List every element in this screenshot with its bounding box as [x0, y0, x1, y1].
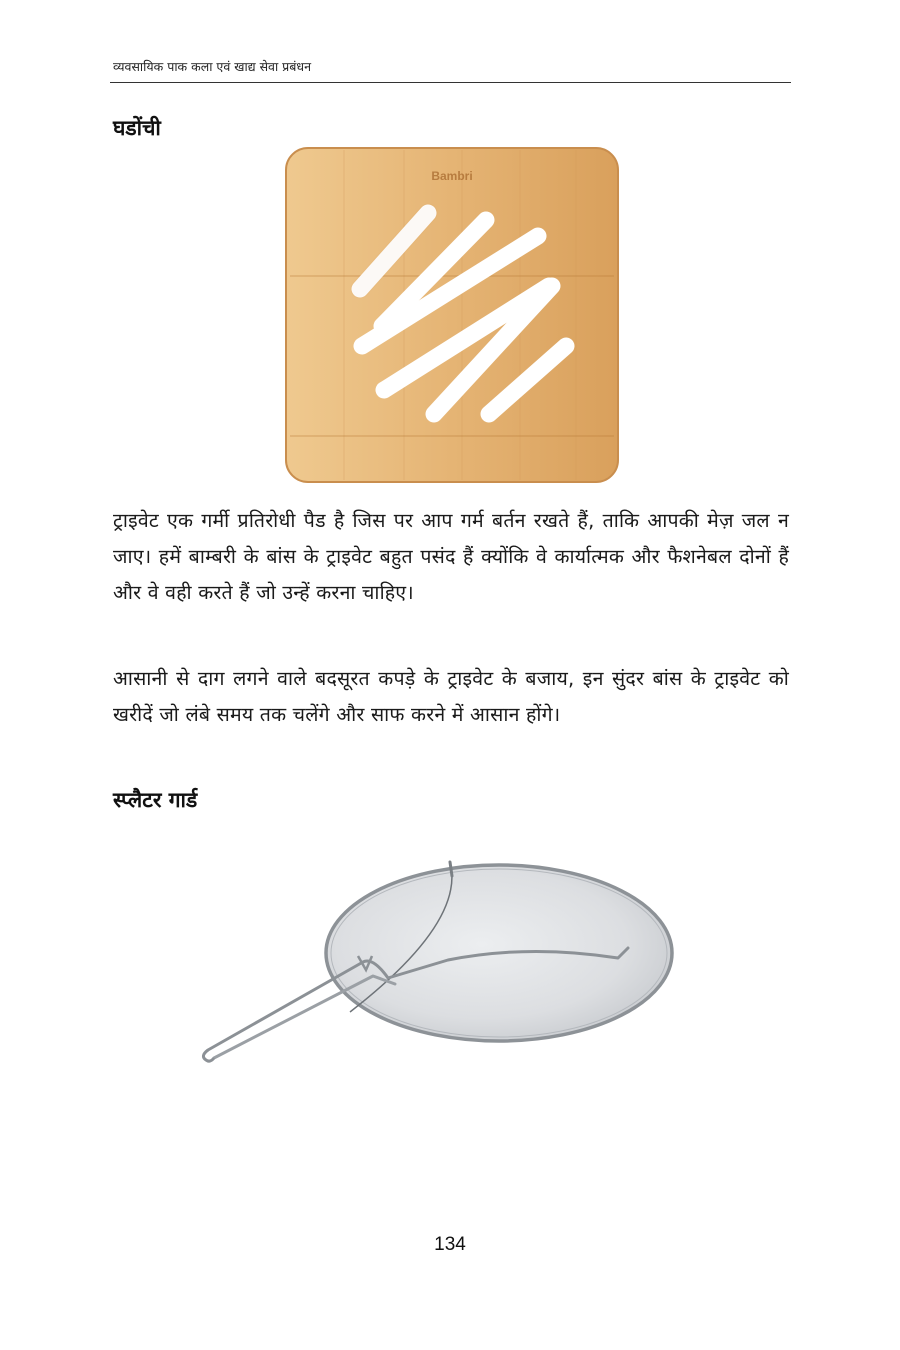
splatter-guard-image [198, 852, 676, 1074]
section-heading-trivet: घडोंची [113, 116, 161, 140]
bamboo-trivet-image [284, 146, 620, 486]
section-heading-splatter-guard: स्प्लैटर गार्ड [113, 788, 198, 812]
running-header: व्यवसायिक पाक कला एवं खाद्य सेवा प्रबंधन [113, 59, 312, 74]
page-number: 134 [434, 1234, 466, 1255]
trivet-paragraph-2: आसानी से दाग लगने वाले बदसूरत कपड़े के ट्राइवेट के बजाय, इन सुंदर बांस के ट्राइवेट को खरीदें जो लंबे समय तक चलेंगे और साफ करने में आसान होंगे। [113, 667, 789, 726]
header-rule [110, 82, 791, 83]
trivet-brand-logo: Bambri [431, 169, 473, 183]
trivet-paragraph-1: ट्राइवेट एक गर्मी प्रतिरोधी पैड है जिस पर आप गर्म बर्तन रखते हैं, ताकि आपकी मेज़ जल न जाए। हमें बाम्बरी के बांस के ट्राइवेट बहुत पसंद हैं क्योंकि वे कार्यात्मक और फैशनेबल दोनों हैं और वे वही करते हैं जो उन्हें करना चाहिए। [113, 509, 789, 604]
